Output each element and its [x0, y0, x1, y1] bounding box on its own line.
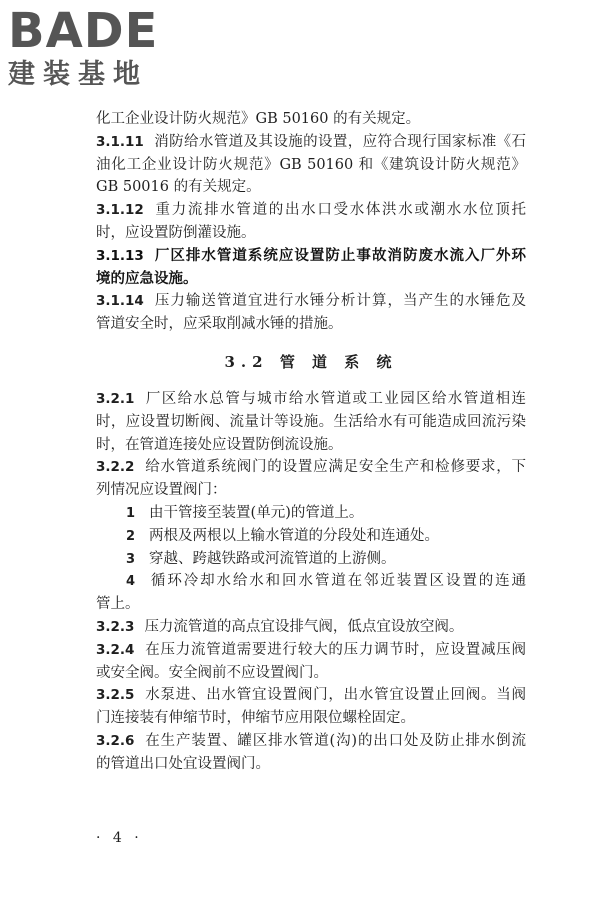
clause-number: 3.2.6: [96, 732, 135, 749]
text-line: 时，在管道连接处应设置防倒流设施。: [96, 436, 343, 453]
clause-3-2-3: [96, 616, 526, 639]
clause-number: 3.2.4: [96, 641, 135, 658]
list-item: [96, 525, 526, 548]
text-line: 管道安全时，应采取削减水锤的措施。: [96, 316, 343, 333]
clause-3-2-4: [96, 639, 526, 662]
list-item: [96, 502, 526, 525]
list-item-number: 3: [126, 551, 136, 567]
clause-text: 重力流排水管道的出水口受水体洪水或潮水水位顶托: [153, 202, 526, 219]
list-item-text: 循环冷却水给水和回水管道在邻近装置区设置的连通: [149, 573, 526, 590]
clause-3-1-13: [96, 245, 526, 268]
text-line: 油化工企业设计防火规范》GB 50160 和《建筑设计防火规范》: [96, 156, 526, 173]
list-item-number: 1: [126, 505, 136, 521]
clause-number: 3.1.13: [96, 247, 144, 264]
section-heading: 3.2 管 道 系 统: [224, 352, 398, 371]
clause-number: 3.1.11: [96, 133, 144, 150]
text-line: 化工企业设计防火规范》GB 50160 的有关规定。: [96, 111, 421, 127]
logo-wordmark: BADE: [8, 3, 159, 59]
text-line: 时，应设置切断阀、流量计等设施。生活给水有可能造成回流污染: [96, 413, 526, 430]
page-number: · 4 ·: [96, 830, 143, 846]
text-line: 时，应设置防倒灌设施。: [96, 224, 256, 241]
clause-number: 3.1.14: [96, 293, 144, 310]
clause-3-2-1: [96, 388, 526, 411]
text-line: 或安全阀。安全阀前不应设置阀门。: [96, 664, 328, 681]
text-line: 境的应急设施。: [96, 269, 198, 287]
clause-text: 在压力流管道需要进行较大的压力调节时，应设置减压阀: [144, 641, 526, 658]
list-item-text: 穿越、跨越铁路或河流管道的上游侧。: [149, 550, 396, 567]
text-line: 管上。: [96, 596, 140, 613]
list-item: [96, 548, 526, 571]
clause-3-1-11: [96, 131, 526, 154]
clause-3-2-2: [96, 456, 526, 479]
text-line: GB 50016 的有关规定。: [96, 179, 261, 196]
list-item-text: 由干管接至装置(单元)的管道上。: [149, 504, 364, 521]
text-line: 门连接装有伸缩节时，伸缩节应用限位螺栓固定。: [96, 710, 415, 727]
clause-3-2-6: [96, 730, 526, 753]
list-item: [96, 570, 526, 593]
clause-text: 给水管道系统阀门的设置应满足安全生产和检修要求，下: [144, 459, 526, 476]
text-line: 列情况应设置阀门：: [96, 482, 227, 499]
text-line: 的管道出口处宜设置阀门。: [96, 755, 270, 772]
document-body: [96, 108, 526, 776]
clause-text: 厂区排水管道系统应设置防止事故消防废水流入厂外环: [153, 246, 526, 264]
clause-text: 在生产装置、罐区排水管道(沟)的出口处及防止排水倒流: [144, 732, 526, 749]
clause-number: 3.1.12: [96, 202, 144, 219]
clause-text: 压力流管道的高点宜设排气阀，低点宜设放空阀。: [144, 618, 464, 635]
clause-3-1-14: [96, 290, 526, 313]
clause-text: 厂区给水总管与城市给水管道或工业园区给水管道相连: [144, 390, 526, 407]
clause-number: 3.2.2: [96, 459, 135, 476]
list-item-number: 4: [126, 574, 136, 590]
logo-subtitle: 建装基地: [8, 59, 148, 90]
clause-3-1-12: [96, 199, 526, 222]
list-item-text: 两根及两根以上输水管道的分段处和连通处。: [149, 527, 440, 544]
clause-text: 压力输送管道宜进行水锤分析计算，当产生的水锤危及: [153, 293, 526, 310]
list-item-number: 2: [126, 528, 136, 544]
clause-number: 3.2.3: [96, 618, 135, 635]
clause-text: 水泵进、出水管宜设置阀门，出水管宜设置止回阀。当阀: [144, 687, 526, 704]
clause-text: 消防给水管道及其设施的设置，应符合现行国家标准《石: [153, 133, 526, 150]
clause-number: 3.2.5: [96, 687, 135, 704]
clause-3-2-5: [96, 684, 526, 707]
brand-logo: [8, 3, 188, 98]
clause-number: 3.2.1: [96, 390, 135, 407]
